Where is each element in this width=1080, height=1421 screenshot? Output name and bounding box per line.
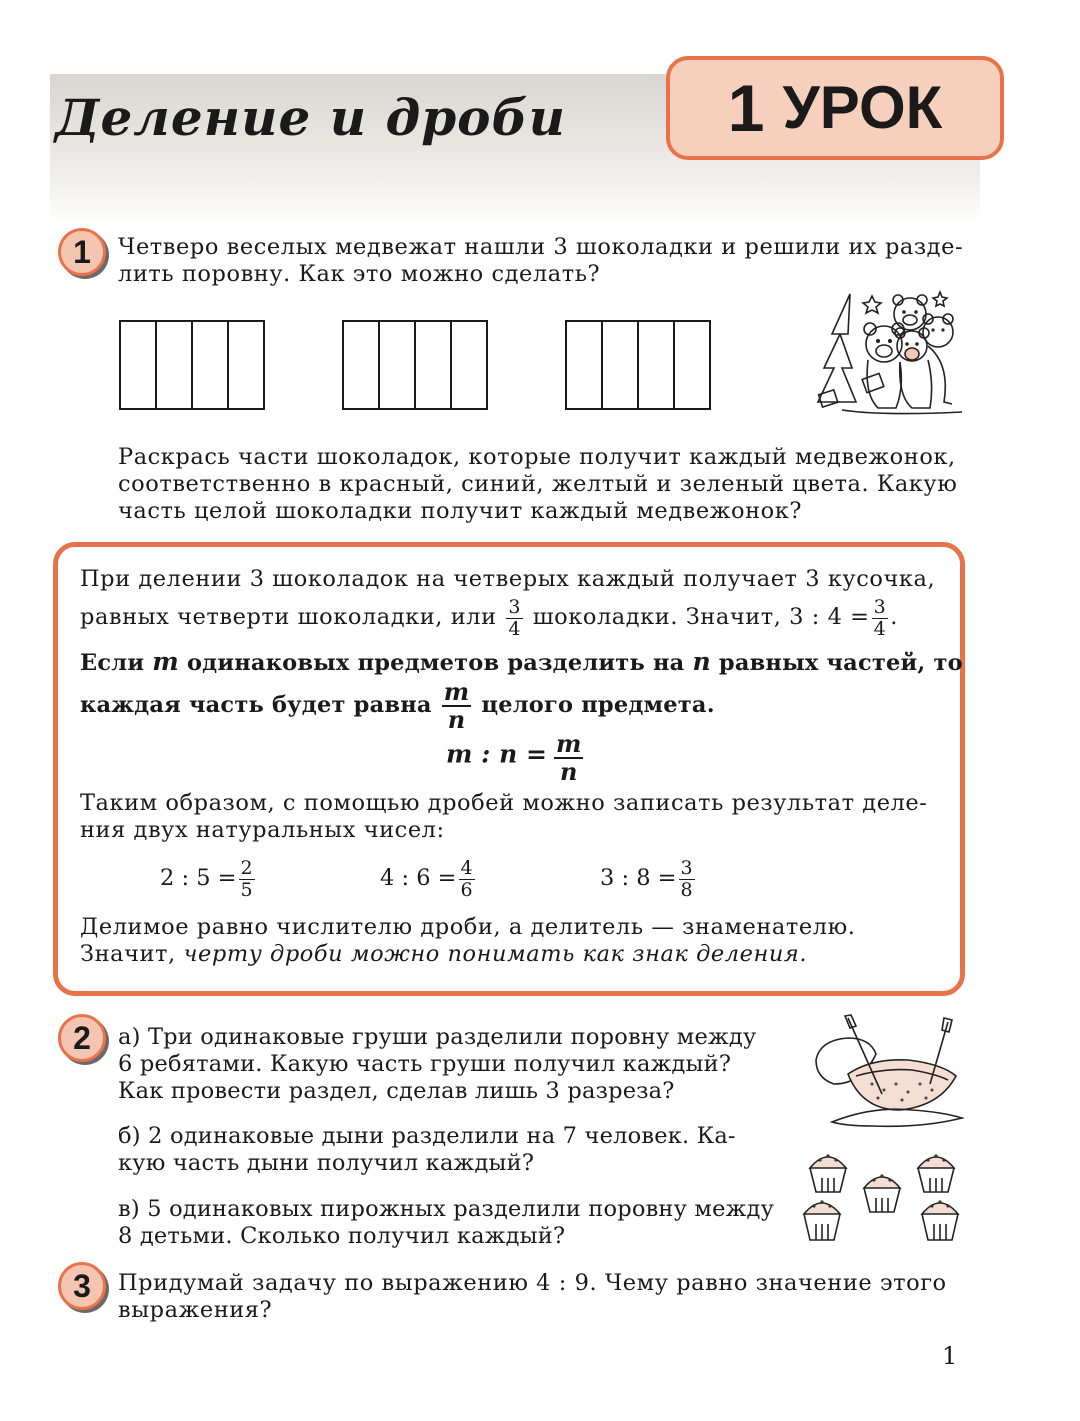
fraction-m-over-n — [554, 729, 583, 786]
exercise-3-text — [118, 1270, 968, 1324]
chocolate-piece[interactable] — [416, 322, 452, 408]
rule-text: . — [890, 604, 898, 630]
rule-italic-text: черту дроби можно понимать как знак деления. — [183, 941, 808, 967]
rule-bold-line-1 — [80, 648, 963, 677]
rule-bold-text: каждая часть будет равна — [80, 692, 432, 718]
example-lhs: 4 : 6 = — [380, 865, 457, 891]
chocolate-piece[interactable] — [380, 322, 416, 408]
fraction-denominator: 4 — [508, 617, 521, 640]
rule-paragraph-3 — [80, 914, 950, 968]
chocolate-piece[interactable] — [344, 322, 380, 408]
formula-lhs: m : n = — [446, 739, 547, 769]
rule-paragraph-2-line: Таким образом, с помощью дробей можно записать результат деле- — [80, 790, 928, 816]
chocolate-piece[interactable] — [121, 322, 157, 408]
fraction-numerator: m — [443, 677, 470, 706]
fraction-numerator: 3 — [680, 856, 693, 879]
fraction-denominator: 8 — [680, 878, 693, 901]
fraction-numerator: 3 — [873, 595, 887, 618]
rule-bold-text: целого предмета. — [481, 692, 715, 718]
example-lhs: 2 : 5 = — [160, 865, 237, 891]
rule-text: шоколадки. Значит, 3 : 4 = — [532, 604, 870, 630]
chocolate-piece[interactable] — [157, 322, 193, 408]
exercise-1-line: лить поровну. Как это можно сделать? — [118, 261, 601, 287]
rule-paragraph-1-line-1: При делении 3 шоколадок на четверых каждый получает 3 кусочка, — [80, 566, 936, 592]
lesson-number: 1 — [727, 71, 765, 145]
chocolate-bar-1[interactable] — [119, 320, 265, 410]
fraction-three-quarters — [506, 595, 523, 640]
exercise-1-number: 1 — [58, 228, 106, 276]
example-division-2 — [380, 856, 477, 900]
exercise-1-task — [118, 444, 968, 525]
example-fraction — [679, 856, 695, 901]
example-fraction — [239, 856, 255, 901]
chocolate-piece[interactable] — [567, 322, 603, 408]
example-fraction — [459, 856, 475, 901]
exercise-2b-line: кую часть дыни получил каждый? — [118, 1150, 535, 1176]
exercise-1-task-line: соответственно в красный, синий, желтый и зеленый цвета. Какую — [118, 471, 958, 497]
exercise-2v — [118, 1196, 788, 1250]
bears-with-chocolate-illustration — [812, 284, 964, 424]
fraction-denominator: 4 — [873, 617, 887, 640]
fraction-numerator: m — [556, 729, 582, 758]
cupcakes-illustration — [800, 1144, 968, 1254]
fraction-denominator: n — [447, 705, 466, 734]
page-number: 1 — [942, 1342, 958, 1370]
rule-bold-text: равных частей, то — [718, 650, 963, 676]
fraction-denominator: n — [559, 757, 578, 786]
melon-with-knife-illustration — [812, 1014, 964, 1132]
fraction-numerator: 3 — [508, 595, 521, 618]
exercise-1-task-line: Раскрась части шоколадок, которые получит каждый медвежонок, — [118, 444, 956, 470]
exercise-1-line: Четверо веселых медвежат нашли 3 шоколадки и решили их разде- — [118, 234, 964, 260]
fraction-denominator: 5 — [240, 878, 253, 901]
exercise-2v-line: 8 детьми. Сколько получил каждый? — [118, 1223, 566, 1249]
rule-formula — [446, 729, 585, 786]
exercise-3-line: выражения? — [118, 1297, 273, 1323]
rule-paragraph-1-line-2 — [80, 597, 898, 639]
fraction-three-quarters — [872, 595, 889, 640]
rule-text: Значит, — [80, 941, 176, 967]
rule-bold-line-2 — [80, 677, 715, 734]
exercise-2a-line: а) Три одинаковые груши разделили поровну между — [118, 1024, 757, 1050]
lesson-badge — [666, 56, 1004, 160]
rule-bold-text: одинаковых предметов разделить на — [186, 650, 685, 676]
variable-m: m — [152, 647, 179, 676]
fraction-numerator: 2 — [240, 856, 253, 879]
exercise-2b-line: б) 2 одинаковые дыни разделили на 7 человек. Ка- — [118, 1123, 736, 1149]
exercise-2a-line: 6 ребятами. Какую часть груши получил каждый? — [118, 1051, 732, 1077]
variable-n: n — [692, 647, 711, 676]
fraction-denominator: 6 — [460, 878, 473, 901]
chocolate-bar-2[interactable] — [342, 320, 488, 410]
chocolate-piece[interactable] — [193, 322, 229, 408]
chocolate-piece[interactable] — [452, 322, 486, 408]
exercise-2-number: 2 — [58, 1014, 106, 1062]
page-title: Деление и дроби — [55, 88, 566, 147]
chocolate-piece[interactable] — [229, 322, 263, 408]
rule-paragraph-2-line: ния двух натуральных чисел: — [80, 817, 445, 843]
chocolate-bar-3[interactable] — [565, 320, 711, 410]
rule-bold-text: Если — [80, 650, 145, 676]
exercise-2v-line: в) 5 одинаковых пирожных разделили поровну между — [118, 1196, 775, 1222]
fraction-numerator: 4 — [460, 856, 473, 879]
rule-paragraph-3-line: Делимое равно числителю дроби, а делитель — знаменателю. — [80, 914, 856, 940]
exercise-1-text — [118, 234, 968, 288]
chocolate-piece[interactable] — [675, 322, 709, 408]
example-lhs: 3 : 8 = — [600, 865, 677, 891]
exercise-2b — [118, 1123, 788, 1177]
chocolate-piece[interactable] — [603, 322, 639, 408]
rule-paragraph-3-line — [80, 941, 950, 968]
exercise-2a — [118, 1024, 788, 1105]
rule-text: равных четверти шоколадки, или — [80, 604, 497, 630]
exercise-3-number: 3 — [58, 1262, 106, 1310]
example-division-1 — [160, 856, 257, 900]
lesson-label: УРОК — [782, 74, 943, 141]
exercise-1-task-line: часть целой шоколадки получит каждый медвежонок? — [118, 498, 802, 524]
fraction-m-over-n — [442, 677, 472, 734]
chocolate-piece[interactable] — [639, 322, 675, 408]
example-division-3 — [600, 856, 697, 900]
exercise-2a-line: Как провести раздел, сделав лишь 3 разреза? — [118, 1078, 675, 1104]
exercise-3-line: Придумай задачу по выражению 4 : 9. Чему равно значение этого — [118, 1270, 947, 1296]
rule-paragraph-2 — [80, 790, 950, 844]
